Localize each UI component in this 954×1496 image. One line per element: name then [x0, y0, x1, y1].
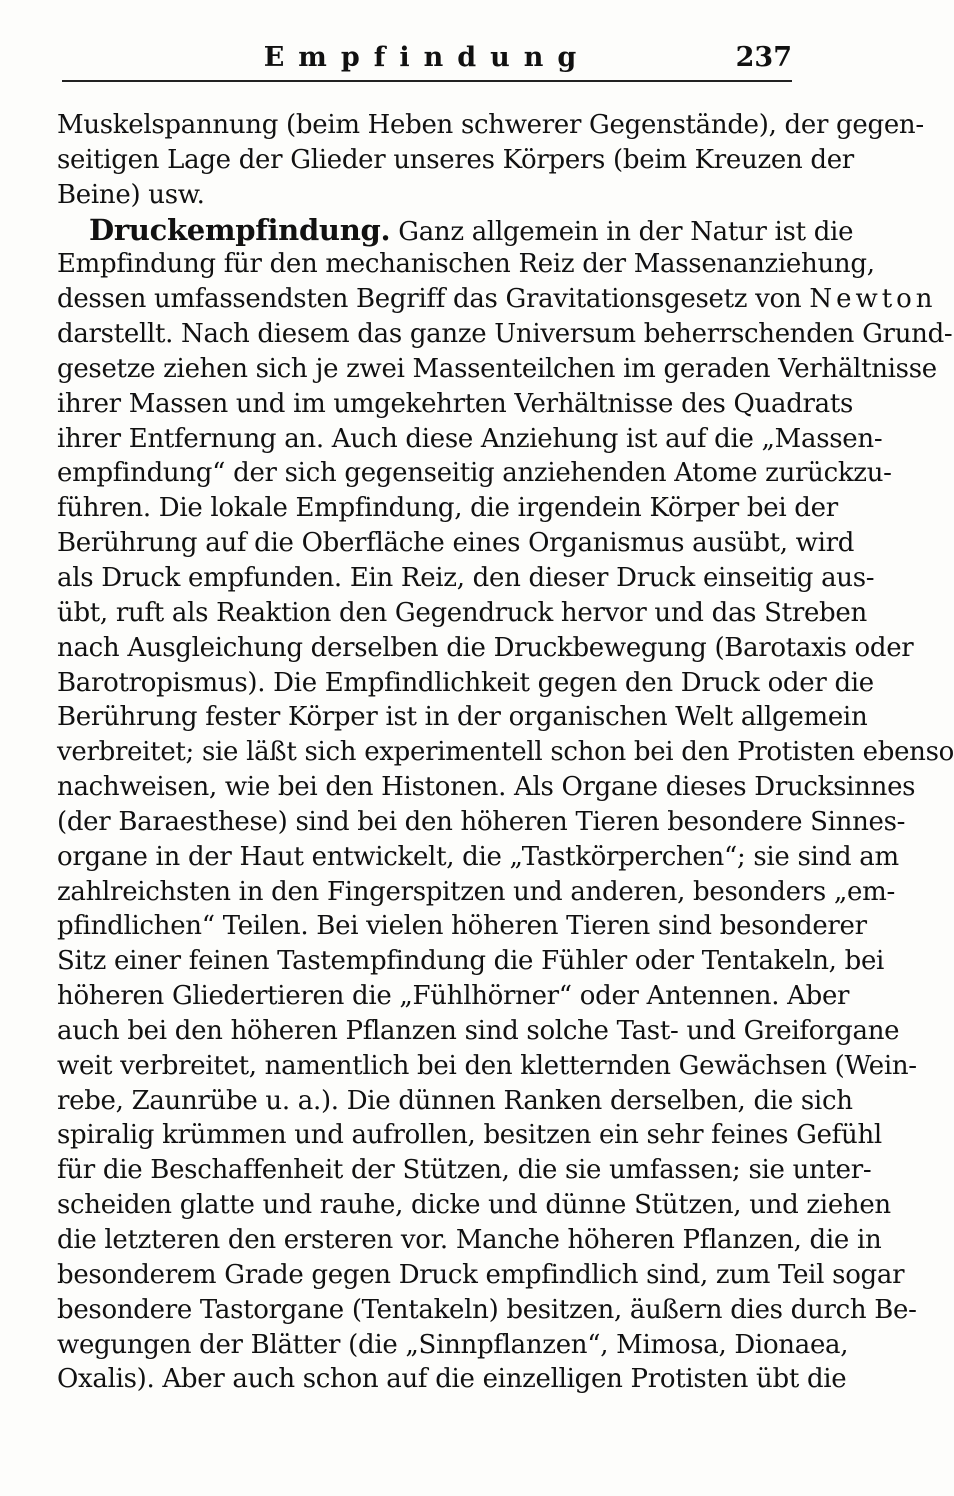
text-line: organe in der Haut entwickelt, die „Tastkörperchen“; sie sind am: [57, 841, 899, 872]
text-line: Beine) usw.: [57, 179, 205, 210]
running-title: Empfindung: [263, 42, 591, 73]
text-line: seitigen Lage der Glieder unseres Körpers (beim Kreuzen der: [57, 144, 854, 175]
text-line: Barotropismus). Die Empfindlichkeit gegen den Druck oder die: [57, 667, 874, 698]
text-fragment: dessen umfassendsten Begriff das Gravitationsgesetz von: [57, 284, 802, 315]
text-line: Berührung auf die Oberfläche eines Organismus ausübt, wird: [57, 528, 855, 559]
running-head: [62, 40, 792, 82]
text-line: ihrer Massen und im umgekehrten Verhältnisse des Quadrats: [57, 388, 854, 419]
text-line: empfindung“ der sich gegenseitig anziehenden Atome zurückzu-: [57, 458, 892, 489]
text-line: [57, 212, 854, 248]
text-line: höheren Gliedertieren die „Fühlhörner“ oder Antennen. Aber: [57, 981, 850, 1012]
text-line: weit verbreitet, namentlich bei den kletternden Gewächsen (Wein-: [57, 1050, 917, 1081]
text-line: besondere Tastorgane (Tentakeln) besitzen, äußern dies durch Be-: [57, 1294, 917, 1325]
person-name: Newton: [809, 284, 937, 315]
page-number: 237: [735, 42, 792, 73]
body-text: [57, 108, 954, 1397]
text-line: Sitz einer feinen Tastempfindung die Fühler oder Tentakeln, bei: [57, 946, 885, 977]
text-line: (der Baraesthese) sind bei den höheren Tieren besondere Sinnes-: [57, 806, 906, 837]
text-line: Empfindung für den mechanischen Reiz der Massenanziehung,: [57, 249, 875, 280]
text-fragment: Ganz allgemein in der Natur ist die: [398, 216, 854, 247]
text-line: verbreitet; sie läßt sich experimentell schon bei den Protisten ebenso: [57, 737, 954, 768]
text-line: Muskelspannung (beim Heben schwerer Gegenstände), der gegen-: [57, 110, 924, 140]
text-line: übt, ruft als Reaktion den Gegendruck hervor und das Streben: [57, 597, 867, 628]
text-line: ihrer Entfernung an. Auch diese Anziehung ist auf die „Massen-: [57, 423, 883, 454]
text-line: darstellt. Nach diesem das ganze Universum beherrschenden Grund-: [57, 319, 953, 350]
text-line: rebe, Zaunrübe u. a.). Die dünnen Ranken derselben, die sich: [57, 1085, 853, 1116]
text-line: auch bei den höheren Pflanzen sind solche Tast- und Greiforgane: [57, 1015, 900, 1046]
text-line: als Druck empfunden. Ein Reiz, den dieser Druck einseitig aus-: [57, 562, 875, 593]
text-line: nach Ausgleichung derselben die Druckbewegung (Barotaxis oder: [57, 632, 914, 663]
text-line: zahlreichsten in den Fingerspitzen und anderen, besonders „em-: [57, 876, 895, 907]
text-line: scheiden glatte und rauhe, dicke und dünne Stützen, und ziehen: [57, 1190, 891, 1221]
text-line: [57, 282, 937, 317]
text-line: wegungen der Blätter (die „Sinnpflanzen“, Mimosa, Dionaea,: [57, 1329, 849, 1360]
text-line: gesetze ziehen sich je zwei Massenteilchen im geraden Verhältnisse: [57, 353, 937, 384]
text-line: besonderem Grade gegen Druck empfindlich sind, zum Teil sogar: [57, 1259, 905, 1290]
text-line: spiralig krümmen und aufrollen, besitzen ein sehr feines Gefühl: [57, 1120, 882, 1151]
text-line: Oxalis). Aber auch schon auf die einzelligen Protisten übt die: [57, 1364, 847, 1395]
text-line: die letzteren den ersteren vor. Manche höheren Pflanzen, die in: [57, 1225, 882, 1255]
text-line: pfindlichen“ Teilen. Bei vielen höheren Tieren sind besonderer: [57, 911, 867, 942]
section-heading: Druckempfindung.: [89, 212, 391, 247]
text-line: für die Beschaffenheit der Stützen, die sie umfassen; sie unter-: [57, 1155, 872, 1186]
text-line: Berührung fester Körper ist in der organischen Welt allgemein: [57, 702, 868, 733]
text-line: führen. Die lokale Empfindung, die irgendein Körper bei der: [57, 493, 838, 524]
text-line: nachweisen, wie bei den Histonen. Als Organe dieses Drucksinnes: [57, 772, 916, 803]
